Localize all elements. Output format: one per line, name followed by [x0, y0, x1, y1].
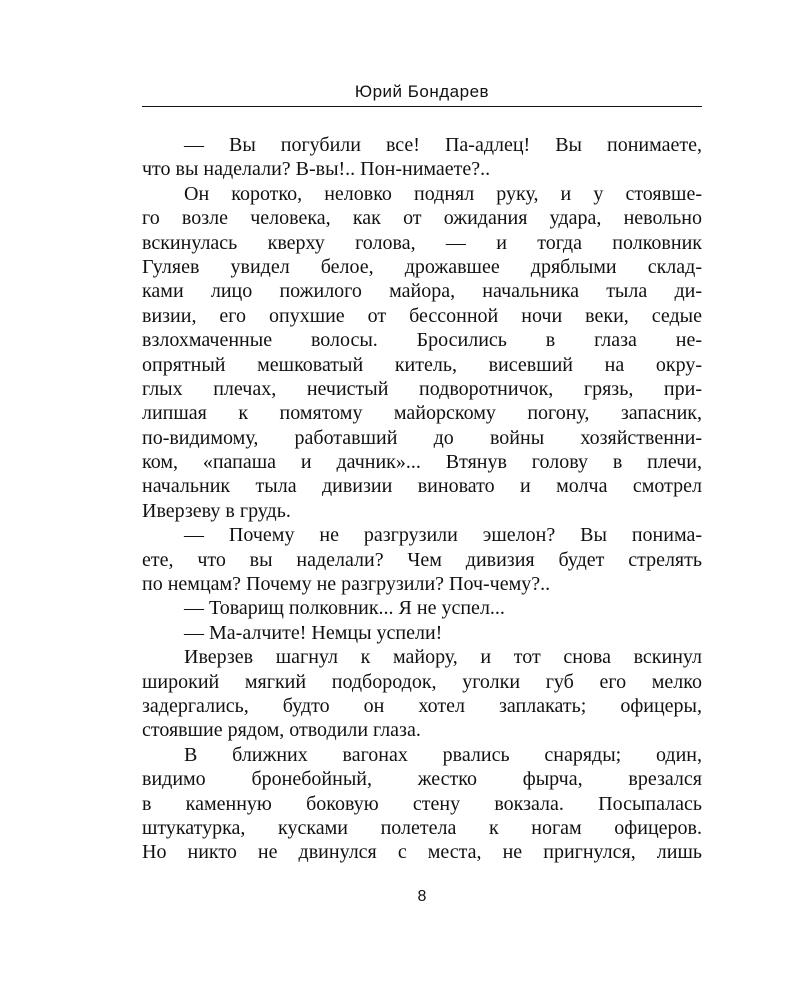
text-line: ком, «папаша и дачник»... Втянув голову в плечи, [142, 451, 702, 474]
text-line: Иверзев шагнул к майору, и тот снова вскинул [184, 646, 702, 669]
text-line: Иверзеву в грудь. [142, 499, 291, 522]
text-line: го возле человека, как от ожидания удара, невольно [142, 207, 702, 230]
running-head-author: Юрий Бондарев [354, 82, 490, 101]
text-line: визии, его опухшие от бессонной ночи веки, седые [142, 304, 702, 327]
text-line: стоявшие рядом, отводили глаза. [142, 719, 421, 742]
text-line: Гуляев увидел белое, дрожавшее дряблыми склад- [142, 255, 702, 278]
text-line: взлохмаченные волосы. Бросились в глаза не- [142, 329, 702, 352]
text-line: задергались, будто он хотел заплакать; офицеры, [142, 694, 702, 717]
text-line: опрятный мешковатый китель, висевший на окру- [142, 353, 702, 376]
text-line: по-видимому, работавший до войны хозяйственни- [142, 426, 702, 449]
text-line: Но никто не двинулся с места, не пригнулся, лишь [142, 841, 702, 864]
text-line: по немцам? Почему не разгрузили? Поч-чему?.. [142, 573, 551, 596]
text-line: ете, что вы наделали? Чем дивизия будет стрелять [142, 548, 702, 571]
header-rule [142, 106, 702, 107]
text-line: начальник тыла дивизии виновато и молча смотрел [142, 475, 702, 498]
text-line: В ближних вагонах рвались снаряды; один, [184, 743, 702, 766]
text-line: ками лицо пожилого майора, начальника тыла ди- [142, 280, 702, 303]
body-text [142, 133, 702, 865]
text-line: штукатурка, кусками полетела к ногам офицеров. [142, 816, 702, 839]
text-line: глых плечах, нечистый подворотничок, грязь, при- [142, 377, 702, 400]
page-number: 8 [417, 888, 427, 905]
text-line: — Вы погубили все! Па-адлец! Вы понимаете, [184, 134, 702, 156]
text-line: вскинулась кверху голова, — и тогда полковник [142, 231, 702, 254]
text-line: видимо бронебойный, жестко фырча, врезался [142, 768, 702, 791]
text-line: — Почему не разгрузили эшелон? Вы понима- [184, 524, 702, 547]
text-line: — Товарищ полковник... Я не успел... [184, 597, 505, 620]
text-line: в каменную боковую стену вокзала. Посыпалась [142, 792, 702, 815]
text-line: Он коротко, неловко поднял руку, и у стоявше- [184, 182, 702, 205]
text-line: широкий мягкий подбородок, уголки губ его мелко [142, 670, 702, 693]
text-line: липшая к помятому майорскому погону, запасник, [142, 402, 702, 425]
text-line: — Ма-алчите! Немцы успели! [184, 621, 443, 644]
text-line: что вы наделали? В-вы!.. Пон-нимаете?.. [142, 158, 491, 181]
